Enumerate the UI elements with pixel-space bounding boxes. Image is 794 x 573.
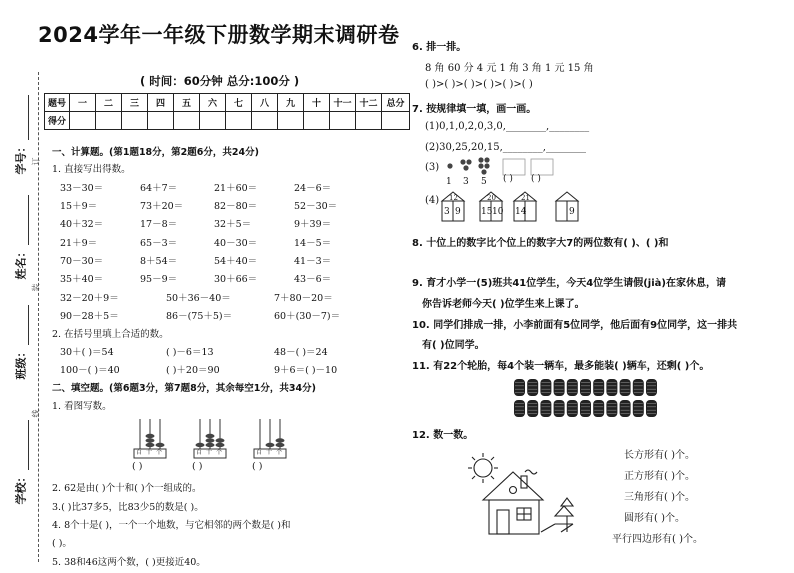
calc-item: 41－3＝ — [294, 256, 332, 267]
score-header: 十一 — [330, 94, 356, 112]
question-10: 10. 同学们排成一排，小李前面有5位同学，他后面有9位同学，这一排共 — [412, 320, 738, 331]
name-label: 姓名： — [14, 246, 28, 280]
question-9: 9. 育才小学一(5)班共41位学生，今天4位学生请假(jià)在家休息，请 — [412, 278, 726, 289]
tire-icon — [633, 400, 644, 417]
calc-mixed: 7＋80－20＝ — [274, 293, 333, 304]
tire-icon — [593, 400, 604, 417]
house-scene-drawing — [455, 450, 585, 536]
calc-item: 52－30＝ — [294, 201, 338, 212]
shape-count-triangle: 三角形有( )个。 — [624, 492, 695, 503]
score-header: 三 — [122, 94, 148, 112]
calc-item: 35＋40＝ — [60, 274, 104, 285]
question-10-cont: 有( )位同学。 — [422, 340, 485, 351]
score-row-label: 得分 — [45, 112, 70, 130]
question-2-4: 4. 8个十是( )，一个一个地数，与它相邻的两个数是( )和 — [52, 520, 291, 531]
class-line — [28, 305, 29, 345]
calc-item: 9＋39＝ — [294, 219, 332, 230]
house-right-number: 9 — [569, 207, 575, 217]
abacus-label: 个 — [216, 449, 223, 456]
tire-icon — [527, 400, 538, 417]
q7-answer-blank[interactable]: ( ) — [531, 174, 541, 184]
abacus-label: 个 — [276, 449, 283, 456]
binding-line — [38, 72, 39, 562]
tire-icon — [593, 379, 604, 396]
fill-item: ( )＋20＝90 — [166, 365, 220, 376]
abacus-label: 百 — [256, 449, 263, 456]
score-header: 七 — [226, 94, 252, 112]
shape-count-parallelogram: 平行四边形有( )个。 — [612, 534, 703, 545]
score-cell[interactable] — [330, 112, 356, 130]
score-cell[interactable] — [96, 112, 122, 130]
score-header: 六 — [200, 94, 226, 112]
abacus-label: 个 — [156, 449, 163, 456]
q7-part-1: (1)0,1,0,2,0,3,0,________,________ — [425, 121, 590, 132]
calc-item: 40－30＝ — [214, 238, 258, 249]
score-header: 总分 — [382, 94, 410, 112]
page-title: 2024学年一年级下册数学期末调研卷 — [38, 23, 400, 47]
student-no-line — [28, 95, 29, 140]
calc-item: 65－3＝ — [140, 238, 178, 249]
shape-count-rectangle: 长方形有( )个。 — [624, 450, 695, 461]
score-header: 五 — [174, 94, 200, 112]
abacus-answer[interactable]: ( ) — [192, 461, 203, 472]
tire-icon — [527, 379, 538, 396]
score-row — [45, 112, 410, 130]
score-cell[interactable] — [304, 112, 330, 130]
tire-icon — [567, 379, 578, 396]
score-header: 四 — [148, 94, 174, 112]
q7-part-2: (2)30,25,20,15,________,________ — [425, 142, 586, 153]
score-cell[interactable] — [278, 112, 304, 130]
q6-items: 8 角 60 分 4 元 1 角 3 角 1 元 15 角 — [425, 63, 594, 74]
question-2-1: 1. 看图写数。 — [52, 401, 112, 412]
score-cell[interactable] — [382, 112, 410, 130]
tire-icon — [606, 400, 617, 417]
calc-item: 24－6＝ — [294, 183, 332, 194]
score-cell[interactable] — [226, 112, 252, 130]
class-label: 班级： — [14, 346, 28, 380]
calc-item: 15＋9＝ — [60, 201, 98, 212]
score-table — [44, 93, 410, 130]
score-header: 题号 — [45, 94, 70, 112]
q7-dot-num: 1 — [446, 177, 452, 187]
shape-count-square: 正方形有( )个。 — [624, 471, 695, 482]
house-left-number: 3 — [444, 207, 450, 217]
binding-mark-ding: 订 — [31, 157, 41, 166]
question-2-5: 5. 38和46这两个数，( )更接近40。 — [52, 557, 206, 568]
score-cell[interactable] — [200, 112, 226, 130]
tire-icon — [514, 400, 525, 417]
house-top-number: 21 — [521, 194, 530, 202]
abacus-label: 十 — [266, 449, 273, 456]
calc-item: 8＋54＝ — [140, 256, 178, 267]
question-7: 7. 按规律填一填，画一画。 — [412, 104, 537, 115]
house-top-number: 12 — [449, 194, 458, 202]
score-header-row — [45, 94, 410, 112]
house-right-number: 10 — [492, 207, 504, 217]
fill-item: 9＋6＝( )－10 — [274, 365, 338, 376]
calc-item: 32＋5＝ — [214, 219, 252, 230]
binding-mark-xian: 线 — [31, 409, 41, 418]
tire-icon — [540, 400, 551, 417]
section-1-heading: 一、计算题。(第1题18分，第2题6分，共24分) — [52, 147, 259, 158]
score-header: 九 — [278, 94, 304, 112]
score-header: 八 — [252, 94, 278, 112]
fill-item: ( )－6＝13 — [166, 347, 214, 358]
tire-icon — [606, 379, 617, 396]
score-cell[interactable] — [356, 112, 382, 130]
abacus-label: 百 — [136, 449, 143, 456]
house-top-number: 20 — [487, 194, 496, 202]
calc-item: 17－8＝ — [140, 219, 178, 230]
q7-part-4-label: (4) — [425, 195, 440, 206]
tire-icon — [567, 400, 578, 417]
calc-item: 21＋60＝ — [214, 183, 258, 194]
house-left-number: 15 — [481, 207, 493, 217]
question-1-1: 1. 直接写出得数。 — [52, 164, 131, 175]
sun-icon — [474, 459, 492, 477]
fill-item: 30＋( )＝54 — [60, 347, 114, 358]
binding-mark-zhuang: 装 — [31, 283, 41, 292]
calc-mixed: 32－20＋9＝ — [60, 293, 119, 304]
q7-answer-blank[interactable]: ( ) — [503, 174, 513, 184]
tire-icon — [620, 400, 631, 417]
score-header: 十 — [304, 94, 330, 112]
question-6: 6. 排一排。 — [412, 42, 467, 53]
score-cell[interactable] — [252, 112, 278, 130]
abacus-answer[interactable]: ( ) — [252, 461, 263, 472]
tire-icon — [554, 379, 565, 396]
house-right-number: 9 — [455, 207, 461, 217]
name-line — [28, 195, 29, 245]
fill-item: 100－( )＝40 — [60, 365, 120, 376]
calc-item: 73＋20＝ — [140, 201, 184, 212]
question-1-2: 2. 在括号里填上合适的数。 — [52, 329, 169, 340]
score-header: 一 — [70, 94, 96, 112]
abacus-label: 十 — [146, 449, 153, 456]
calc-item: 40＋32＝ — [60, 219, 104, 230]
calc-item: 64＋7＝ — [140, 183, 178, 194]
score-cell[interactable] — [148, 112, 174, 130]
score-header: 二 — [96, 94, 122, 112]
question-12: 12. 数一数。 — [412, 430, 474, 441]
student-no-label: 学号： — [14, 141, 28, 175]
house-left-number: 14 — [515, 207, 527, 217]
tire-rows — [512, 377, 660, 419]
abacus-label: 十 — [206, 449, 213, 456]
question-2-3: 3.( )比37多5，比83少5的数是( )。 — [52, 502, 204, 513]
question-8: 8. 十位上的数字比个位上的数字大7的两位数有( )、( )和 — [412, 238, 669, 249]
score-cell[interactable] — [70, 112, 96, 130]
calc-item: 21＋9＝ — [60, 238, 98, 249]
calc-item: 54＋40＝ — [214, 256, 258, 267]
tire-icon — [646, 400, 657, 417]
tire-icon — [514, 379, 525, 396]
school-line — [28, 420, 29, 470]
calc-item: 14－5＝ — [294, 238, 332, 249]
tire-icon — [646, 379, 657, 396]
score-header: 十二 — [356, 94, 382, 112]
calc-item: 30＋66＝ — [214, 274, 258, 285]
question-2-4-cont: ( )。 — [52, 538, 72, 549]
score-cell[interactable] — [174, 112, 200, 130]
calc-mixed: 50＋36－40＝ — [166, 293, 231, 304]
calc-mixed: 86－(75＋5)＝ — [166, 311, 233, 322]
q7-dot-num: 5 — [481, 177, 487, 187]
tire-icon — [580, 379, 591, 396]
calc-mixed: 60＋(30－7)＝ — [274, 311, 341, 322]
fill-item: 48－( )＝24 — [274, 347, 328, 358]
abacus-answer[interactable]: ( ) — [132, 461, 143, 472]
calc-item: 82－80＝ — [214, 201, 258, 212]
calc-item: 70－30＝ — [60, 256, 104, 267]
school-label: 学校： — [14, 471, 28, 505]
score-cell[interactable] — [122, 112, 148, 130]
q7-part-3-label: (3) — [425, 162, 440, 173]
abacus-label: 百 — [196, 449, 203, 456]
question-9-cont: 你告诉老师今天( )位学生来上课了。 — [422, 299, 585, 310]
section-2-heading: 二、填空题。(第6题3分，第7题8分，其余每空1分，共34分) — [52, 383, 316, 394]
tire-icon — [620, 379, 631, 396]
calc-mixed: 90－28＋5＝ — [60, 311, 119, 322]
calc-item: 95－9＝ — [140, 274, 178, 285]
calc-item: 43－6＝ — [294, 274, 332, 285]
question-2-2: 2. 62是由( )个十和( )个一组成的。 — [52, 483, 202, 494]
q6-answer-row[interactable]: ( )>( )>( )>( )>( )>( ) — [425, 79, 533, 90]
page-subtitle: ( 时间：60分钟 总分:100分 ) — [140, 74, 300, 88]
tire-icon — [540, 379, 551, 396]
q7-dot-num: 3 — [463, 177, 469, 187]
shape-count-circle: 圆形有( )个。 — [624, 513, 685, 524]
tire-icon — [633, 379, 644, 396]
question-11: 11. 有22个轮胎，每4个装一辆车，最多能装( )辆车，还剩( )个。 — [412, 361, 710, 372]
calc-item: 33－30＝ — [60, 183, 104, 194]
tire-icon — [580, 400, 591, 417]
tire-icon — [554, 400, 565, 417]
